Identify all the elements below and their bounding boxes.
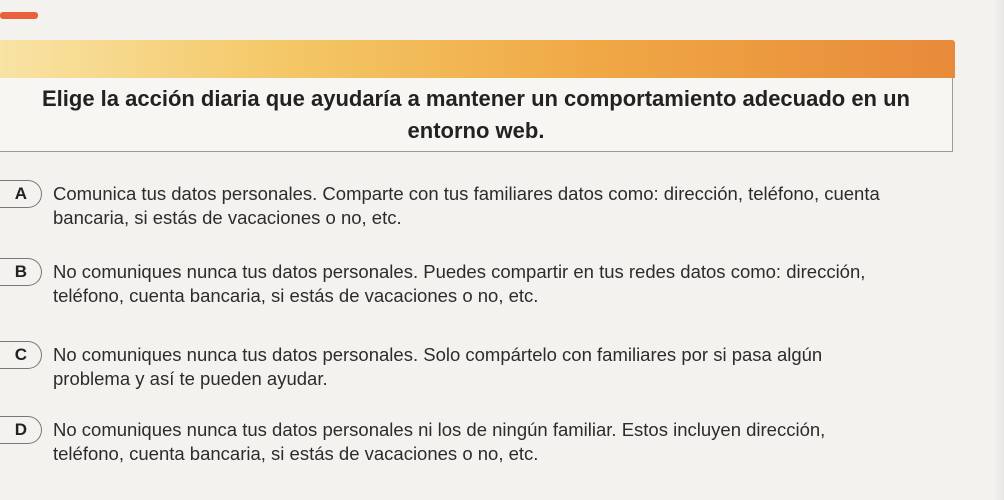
option-b[interactable] [0, 258, 1000, 318]
question-text: Elige la acción diaria que ayudaría a mantener un comportamiento adecuado en un entorno web. [41, 85, 910, 143]
option-text: No comuniques nunca tus datos personales. Solo compártelo con familiares por si pasa algún problema y así te pueden ayudar. [53, 344, 823, 389]
option-c[interactable] [0, 341, 1000, 401]
question-box [0, 78, 953, 152]
option-text: No comuniques nunca tus datos personales ni los de ningún familiar. Estos incluyen dirección, teléfono, cuenta bancaria, si estás de vacaciones o no, etc. [53, 419, 826, 464]
option-letter: A [0, 180, 42, 208]
option-text: Comunica tus datos personales. Comparte con tus familiares datos como: dirección, teléfono, cuenta bancaria, si estás de vacaciones o no, etc. [53, 183, 880, 228]
top-accent-bar [0, 12, 38, 19]
option-a[interactable] [0, 180, 1000, 240]
option-letter: B [0, 258, 42, 286]
page-edge-shadow [994, 0, 1004, 500]
option-letter: D [0, 416, 42, 444]
question-header-band [0, 40, 955, 78]
option-text: No comuniques nunca tus datos personales. Puedes compartir en tus redes datos como: dirección, teléfono, cuenta bancaria, si estás de vacaciones o no, etc. [53, 261, 866, 306]
option-letter: C [0, 341, 42, 369]
option-d[interactable] [0, 416, 1000, 476]
